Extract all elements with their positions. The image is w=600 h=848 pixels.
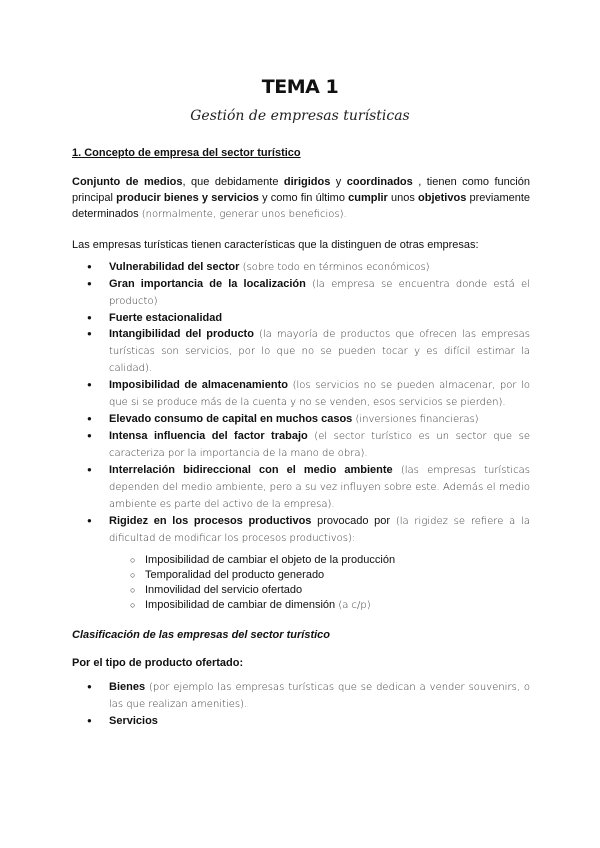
sublist-text: Temporalidad del producto generado bbox=[145, 569, 325, 581]
sublist-text: Imposibilidad de cambiar de dimensión bbox=[145, 599, 336, 611]
sublist-item bbox=[109, 583, 530, 598]
term-bold: cumplir bbox=[348, 192, 388, 204]
sublist-text: Inmovilidad del servicio ofertado bbox=[145, 584, 303, 596]
list-item bbox=[72, 513, 530, 613]
item-note: (por ejemplo las empresas turísticas que se dedican a vender souvenirs, o las que realizan amenities). bbox=[109, 682, 530, 710]
item-bold: Gran importancia de la localización bbox=[109, 278, 306, 290]
text-run: y como fin último bbox=[258, 192, 349, 204]
item-note: (las empresas turísticas dependen del medio ambiente, pero a su vez influyen sobre este. Además el medio ambiente es parte del activo de la empresa). bbox=[109, 465, 531, 510]
characteristics-list bbox=[72, 259, 530, 613]
item-bold: Intensa influencia del factor trabajo bbox=[109, 430, 308, 442]
rigidity-sublist bbox=[109, 553, 530, 613]
text-run: unos bbox=[387, 192, 419, 204]
list-item bbox=[72, 428, 530, 462]
characteristics-intro: Las empresas turísticas tienen características que la distinguen de otras empresas: bbox=[72, 239, 479, 251]
classification-heading: Clasificación de las empresas del sector turístico bbox=[72, 629, 330, 641]
text-run: , tienen como función principal bbox=[72, 176, 530, 204]
term-bold: Conjunto de medios bbox=[72, 176, 183, 188]
term-bold: dirigidos bbox=[283, 176, 331, 188]
sublist-item bbox=[109, 553, 530, 568]
item-bold: Rigidez en los procesos productivos bbox=[109, 515, 312, 527]
item-plain: provocado por bbox=[311, 515, 391, 527]
sublist-item bbox=[109, 598, 530, 613]
item-bold: Imposibilidad de almacenamiento bbox=[109, 379, 288, 391]
item-bold: Elevado consumo de capital en muchos casos bbox=[109, 413, 353, 425]
sublist-item bbox=[109, 568, 530, 583]
item-note: (la mayoría de productos que ofrecen las empresas turísticas son servicios, por lo que no se pueden tocar y es difícil estimar la calidad). bbox=[109, 329, 530, 374]
item-note: (la rigidez se refiere a la dificultad de modificar los procesos productivos): bbox=[109, 516, 530, 544]
list-item bbox=[72, 462, 530, 513]
item-note: (la empresa se encuentra donde está el producto) bbox=[109, 279, 530, 307]
list-item bbox=[72, 259, 530, 276]
text-run: , que debidamente bbox=[182, 176, 284, 188]
list-item bbox=[72, 326, 530, 377]
item-bold: Bienes bbox=[109, 681, 146, 693]
sublist-text: Imposibilidad de cambiar el objeto de la producción bbox=[145, 554, 396, 566]
text-run: y bbox=[330, 176, 347, 188]
term-bold: objetivos bbox=[418, 192, 467, 204]
list-item bbox=[72, 310, 530, 326]
list-item bbox=[72, 679, 530, 713]
product-type-list bbox=[72, 679, 530, 729]
definition-paragraph bbox=[72, 174, 530, 223]
classification-subheading: Por el tipo de producto ofertado: bbox=[72, 657, 244, 669]
item-note: (los servicios no se pueden almacenar, por lo que si se produce más de la cuenta y no se venden, esos servicios se pierden). bbox=[109, 380, 530, 408]
item-note: (sobre todo en términos económicos) bbox=[239, 262, 430, 273]
list-item bbox=[72, 377, 530, 411]
list-item bbox=[72, 411, 530, 428]
item-bold: Vulnerabilidad del sector bbox=[109, 261, 240, 273]
handwritten-note: (normalmente, generar unos beneficios). bbox=[141, 209, 347, 220]
item-note: (inversiones financieras) bbox=[352, 414, 479, 425]
item-bold: Fuerte estacionalidad bbox=[109, 312, 223, 324]
list-item bbox=[72, 276, 530, 310]
text-run: previamente determinados bbox=[72, 192, 531, 220]
sublist-note: (a c/p) bbox=[335, 600, 371, 611]
document-body bbox=[72, 145, 530, 729]
page-subtitle: Gestión de empresas turísticas bbox=[190, 108, 410, 124]
item-bold: Intangibilidad del producto bbox=[109, 328, 254, 340]
page-title: TEMA 1 bbox=[261, 76, 339, 98]
item-bold: Servicios bbox=[109, 715, 158, 727]
section-heading: 1. Concepto de empresa del sector turístico bbox=[72, 147, 301, 159]
term-bold: producir bienes y servicios bbox=[116, 192, 259, 204]
list-item bbox=[72, 713, 530, 729]
item-note: (el sector turístico es un sector que se caracteriza por la importancia de la mano de obra). bbox=[109, 431, 530, 459]
term-bold: coordinados bbox=[346, 176, 413, 188]
item-bold: Interrelación bidireccional con el medio ambiente bbox=[109, 464, 393, 476]
